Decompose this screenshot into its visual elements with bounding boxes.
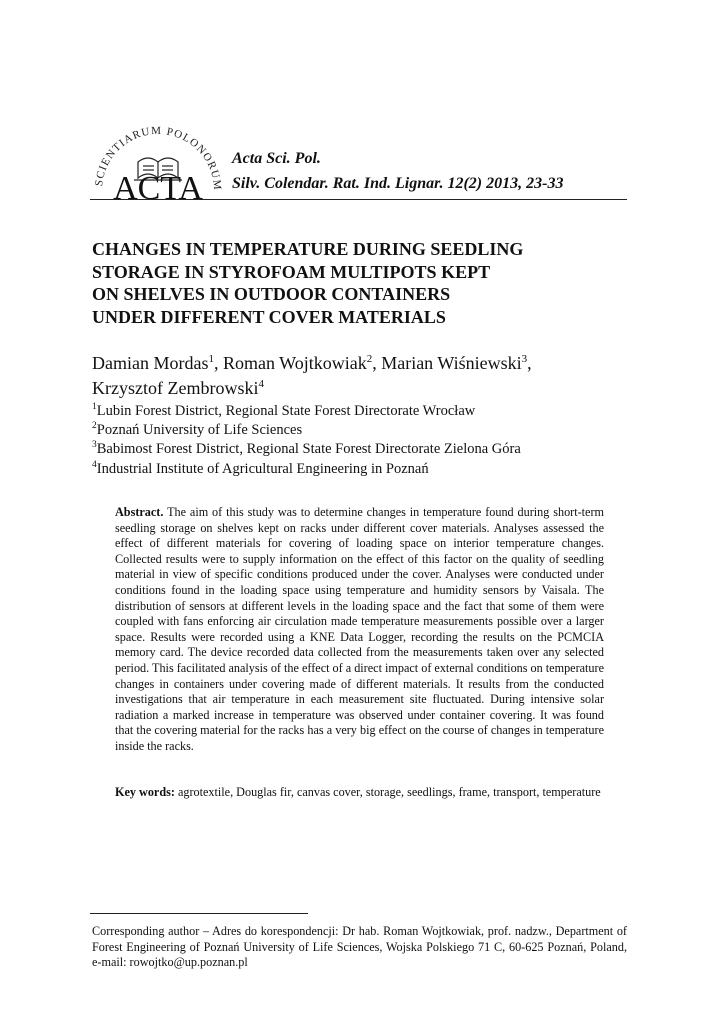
author-affil-sup: 3 bbox=[521, 353, 528, 365]
footnote-rule bbox=[90, 913, 308, 914]
author-name: Krzysztof Zembrowski bbox=[92, 378, 259, 398]
author-affil-sup: 2 bbox=[366, 353, 373, 365]
journal-name: Acta Sci. Pol. bbox=[232, 150, 321, 167]
logo-word: ACTA bbox=[113, 170, 203, 204]
author-name: Roman Wojtkowiak bbox=[222, 353, 367, 373]
paper-title bbox=[92, 238, 632, 328]
title-line: STORAGE IN STYROFOAM MULTIPOTS KEPT bbox=[92, 261, 491, 282]
author-affil-sup: 1 bbox=[208, 353, 214, 365]
affiliation-sup: 3 bbox=[92, 440, 97, 451]
author-name: Damian Mordas bbox=[92, 353, 209, 373]
affiliation-item bbox=[92, 421, 637, 440]
affiliation-text: Babimost Forest District, Regional State Forest Directorate Zielona Góra bbox=[96, 441, 521, 458]
abstract bbox=[115, 505, 604, 755]
affiliation-text: Industrial Institute of Agricultural Engineering in Poznań bbox=[96, 460, 429, 477]
author-affil-sup: 4 bbox=[258, 378, 264, 390]
journal-logo bbox=[88, 112, 228, 204]
affiliation-item bbox=[92, 460, 637, 479]
author-separator: , bbox=[527, 353, 532, 373]
header-rule bbox=[90, 199, 627, 200]
keywords-label: Key words: bbox=[115, 785, 175, 799]
affiliation-sup: 1 bbox=[92, 402, 97, 413]
author-name: Marian Wiśniewski bbox=[381, 353, 522, 373]
corresponding-author-footnote: Corresponding author – Adres do korespondencji: Dr hab. Roman Wojtkowiak, prof. nadzw., Department of Forest Engineering of Poznań University of Life Sciences, Wojska Polskiego 71 C, 60-625 Poznań, Poland, e-mail: rowojtko@up.poznan.pl bbox=[92, 924, 627, 970]
affiliation-text: Poznań University of Life Sciences bbox=[96, 422, 303, 439]
keywords bbox=[115, 785, 604, 801]
author-list bbox=[92, 351, 637, 401]
journal-series: Silv. Colendar. Rat. Ind. Lignar. 12(2) 2013, 23-33 bbox=[232, 175, 564, 192]
keywords-text: agrotextile, Douglas fir, canvas cover, storage, seedlings, frame, transport, temperature bbox=[177, 785, 601, 799]
title-line: CHANGES IN TEMPERATURE DURING SEEDLING bbox=[92, 239, 524, 259]
affiliation-item bbox=[92, 402, 637, 421]
affiliation-list bbox=[92, 402, 637, 479]
affiliation-sup: 4 bbox=[92, 459, 97, 470]
logo-arc-text: SCIENTIARUM POLONORUM bbox=[93, 124, 224, 192]
affiliation-sup: 2 bbox=[92, 421, 97, 432]
abstract-text: The aim of this study was to determine changes in temperature found during short-term seedling storage on shelves kept on racks under different cover materials. Analyses assessed the effect of different materials for covering of loading space on interior temperature changes. Collected results were to supply information on the effect of this factor on the quality of seedling material in view of specific conditions produced under the cover. Analyses were conducted under conditions found in the loading space using temperature and humidity sensors by Vaisala. The distribution of sensors at different levels in the loading space and the fact that some of them were coupled with fans enforcing air circulation made temperature measurements possible over a larger space. Results were recorded using a KNE Data Logger, recording the results on the PCMCIA memory card. The device recorded data collected from the measurements taken over any selected period. This facilitated analysis of the effect of a direct impact of external conditions on temperature changes in containers under covering made of different materials. It results from the conducted investigations that air temperature in each measurement site fluctuated. During intensive solar radiation a marked increase in temperature was observed under container covering. It was found that the covering material for the racks has a very big effect on the course of changes in temperature inside the racks. bbox=[115, 505, 604, 753]
title-line: ON SHELVES IN OUTDOOR CONTAINERS bbox=[92, 284, 451, 304]
author-separator: , bbox=[213, 353, 223, 373]
affiliation-text: Lubin Forest District, Regional State Forest Directorate Wrocław bbox=[96, 403, 476, 419]
abstract-label: Abstract. bbox=[115, 505, 164, 519]
affiliation-item bbox=[92, 440, 637, 459]
author-separator: , bbox=[372, 353, 382, 373]
title-line: UNDER DIFFERENT COVER MATERIALS bbox=[92, 306, 446, 327]
